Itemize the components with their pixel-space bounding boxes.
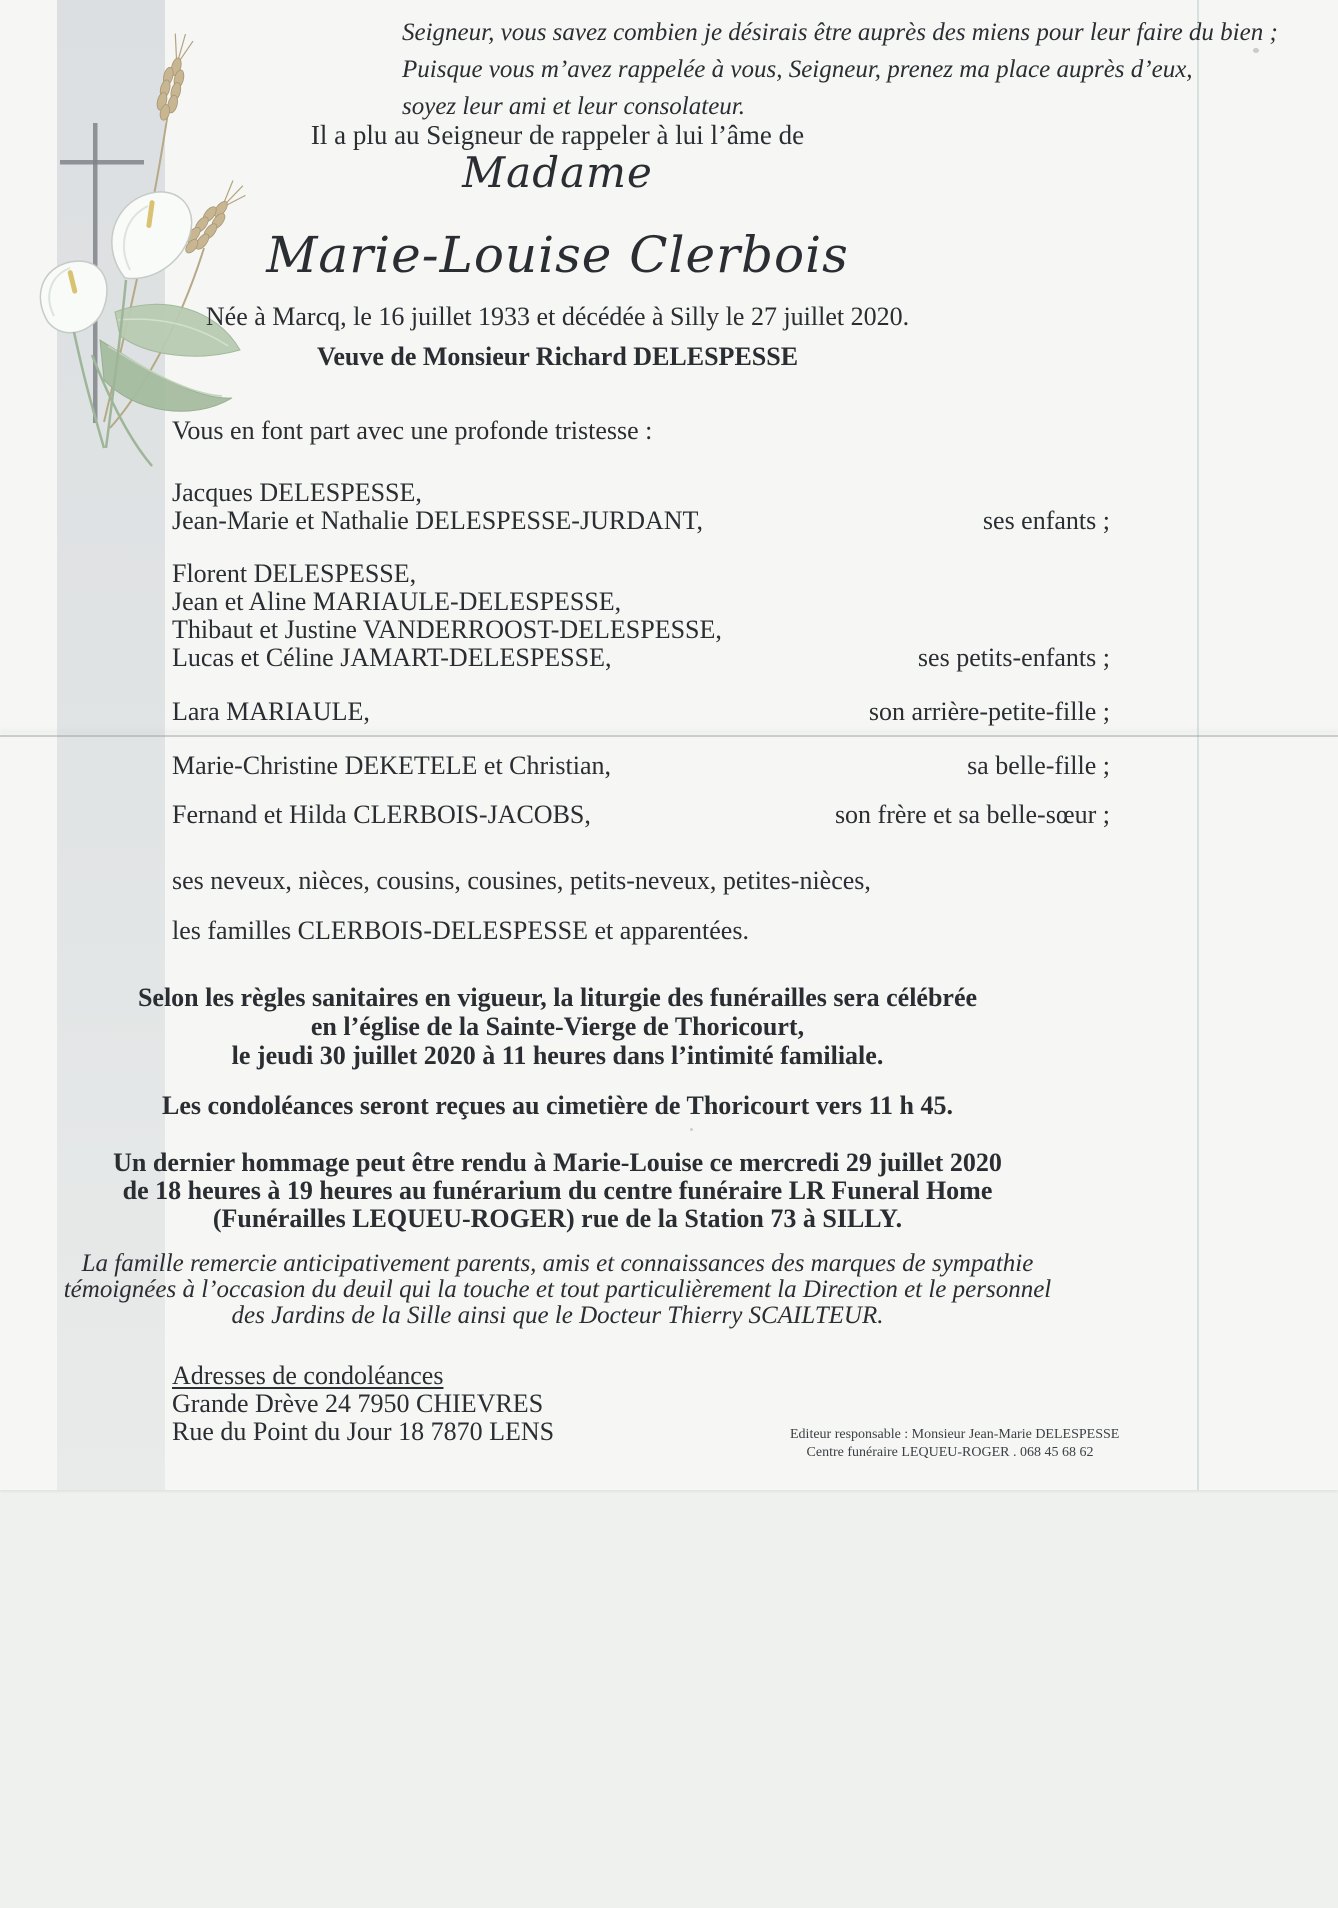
publisher-info <box>790 1426 1120 1462</box>
publisher-line: Editeur responsable : Monsieur Jean-Marie DELESPESSE <box>790 1427 1120 1442</box>
ceremony-line: le jeudi 30 juillet 2020 à 11 heures dans l’intimité familiale. <box>231 1041 884 1070</box>
homage-line: (Funérailles LEQUEU-ROGER) rue de la Station 73 à SILLY. <box>212 1204 903 1233</box>
family-relation: sa belle-fille ; <box>967 751 1110 780</box>
family-row <box>172 478 1110 508</box>
epitaph-quote <box>402 14 1278 125</box>
condolences-line: Les condoléances seront reçues au cimetière de Thoricourt vers 11 h 45. <box>162 1091 953 1120</box>
family-row <box>172 587 1110 617</box>
homage-line: de 18 heures à 19 heures au funérarium du centre funéraire LR Funeral Home <box>122 1176 993 1205</box>
family-name: ses neveux, nièces, cousins, cousines, petits-neveux, petites-nièces, <box>172 866 871 895</box>
family-row <box>172 615 1110 645</box>
epitaph-line: Puisque vous m’avez rappelée à vous, Seigneur, prenez ma place auprès d’eux, <box>402 56 1193 83</box>
family-relation: son frère et sa belle-sœur ; <box>834 800 1110 829</box>
widow-line: Veuve de Monsieur Richard DELESPESSE <box>316 342 799 371</box>
family-row <box>172 866 1110 896</box>
announcement-intro-line: Il a plu au Seigneur de rappeler à lui l’âme de <box>310 120 805 150</box>
vertical-fold-crease <box>1197 0 1199 1490</box>
family-name: Jacques DELESPESSE, <box>172 478 422 507</box>
family-name: Jean-Marie et Nathalie DELESPESSE-JURDANT, <box>172 506 703 535</box>
epitaph-line: soyez leur ami et leur consolateur. <box>402 93 746 120</box>
thanks-paragraph <box>0 1251 1115 1329</box>
horizontal-fold-crease <box>0 735 1338 737</box>
publisher-line: Centre funéraire LEQUEU-ROGER . 068 45 68 62 <box>806 1445 1094 1460</box>
family-relation: ses enfants ; <box>982 506 1110 535</box>
family-name: Florent DELESPESSE, <box>172 559 417 588</box>
deceased-name: Marie-Louise Clerbois <box>266 226 849 284</box>
honorific-title: Madame <box>462 148 653 197</box>
family-row <box>172 800 1110 830</box>
family-intro-line: Vous en font part avec une profonde tristesse : <box>172 416 653 445</box>
family-row <box>172 916 1110 946</box>
family-name: Fernand et Hilda CLERBOIS-JACOBS, <box>172 800 591 829</box>
family-row <box>172 697 1110 727</box>
family-relation: ses petits-enfants ; <box>917 643 1110 672</box>
family-row <box>172 751 1110 781</box>
ceremony-line: en l’église de la Sainte-Vierge de Thoricourt, <box>310 1012 805 1041</box>
homage-paragraph <box>0 1149 1115 1233</box>
family-name: Lara MARIAULE, <box>172 697 370 726</box>
family-name: Marie-Christine DEKETELE et Christian, <box>172 751 612 780</box>
family-name: Lucas et Céline JAMART-DELESPESSE, <box>172 643 612 672</box>
epitaph-line: Seigneur, vous savez combien je désirais être auprès des miens pour leur faire du bien ; <box>402 19 1278 46</box>
address-line: Rue du Point du Jour 18 7870 LENS <box>172 1417 555 1446</box>
thanks-line: témoignées à l’occasion du deuil qui la touche et tout particulièrement la Direction et le personnel <box>63 1276 1052 1303</box>
life-dates-line: Née à Marcq, le 16 juillet 1933 et décédée à Silly le 27 juillet 2020. <box>205 302 910 331</box>
address-line: Grande Drève 24 7950 CHIEVRES <box>172 1389 544 1418</box>
thanks-line: des Jardins de la Sille ainsi que le Docteur Thierry SCAILTEUR. <box>231 1302 884 1329</box>
thanks-line: La famille remercie anticipativement parents, amis et connaissances des marques de sympathie <box>81 1250 1034 1277</box>
scan-speck <box>690 1128 693 1131</box>
condolence-addresses-heading: Adresses de condoléances <box>172 1361 444 1390</box>
ceremony-line: Selon les règles sanitaires en vigueur, la liturgie des funérailles sera célébrée <box>137 983 978 1012</box>
family-name: Jean et Aline MARIAULE-DELESPESSE, <box>172 587 622 616</box>
ceremony-paragraph <box>0 983 1115 1070</box>
family-row <box>172 559 1110 589</box>
family-row <box>172 506 1110 536</box>
homage-line: Un dernier hommage peut être rendu à Marie-Louise ce mercredi 29 juillet 2020 <box>113 1148 1002 1177</box>
condolence-addresses <box>172 1362 554 1446</box>
family-relation: son arrière-petite-fille ; <box>868 697 1110 726</box>
family-name: les familles CLERBOIS-DELESPESSE et apparentées. <box>172 916 749 945</box>
family-name: Thibaut et Justine VANDERROOST-DELESPESSE, <box>172 615 722 644</box>
family-row <box>172 643 1110 673</box>
scan-speck <box>1253 48 1259 53</box>
